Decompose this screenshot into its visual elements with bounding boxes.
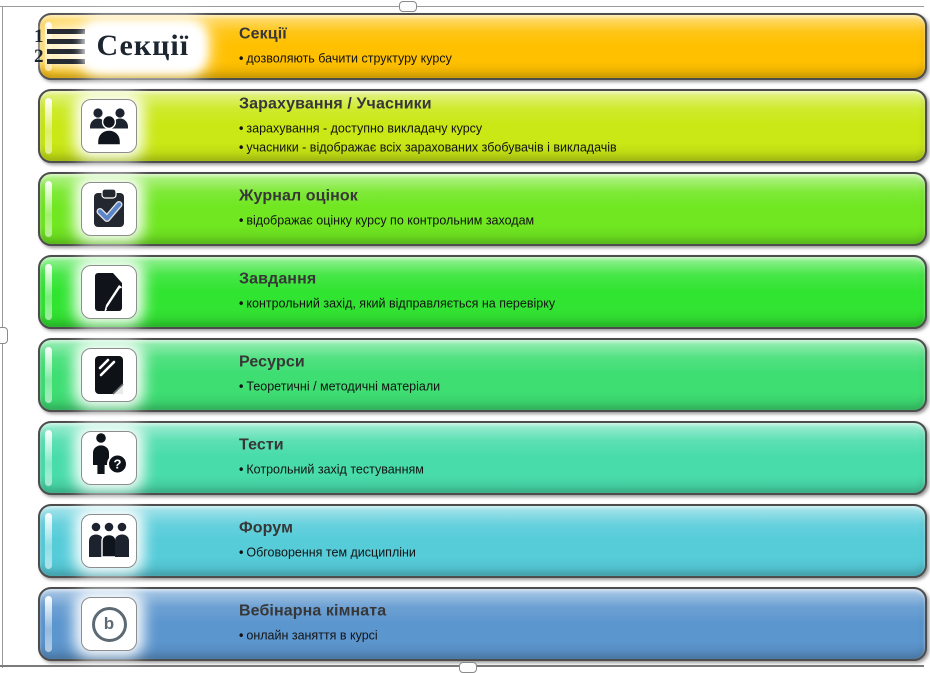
person-question-glyph: [86, 434, 132, 482]
icon-slot: [81, 99, 137, 153]
row-title: Журнал оцінок: [239, 187, 358, 205]
row-title: Форум: [239, 519, 294, 537]
row-bullet: • онлайн заняття в курсі: [239, 627, 915, 646]
document-pencil-glyph: [89, 270, 129, 314]
sections-wordmark-box: [87, 28, 200, 66]
selection-handle-top[interactable]: [399, 1, 417, 12]
row-enrolment-participants: [38, 89, 927, 163]
forum-people-glyph: [86, 521, 132, 561]
row-bullets: [239, 295, 915, 314]
row-title: Тести: [239, 436, 284, 454]
row-bullet: • контрольний захід, який відправляється на перевірку: [239, 295, 915, 314]
row-webinar-room: [38, 587, 927, 661]
clipboard-check-glyph: [87, 187, 131, 231]
selection-handle-bottom[interactable]: [459, 662, 477, 673]
row-title: Секції: [239, 25, 287, 43]
forum-people-icon: [81, 514, 137, 568]
row-text: [239, 437, 915, 480]
icon-slot: [81, 597, 137, 651]
row-text: [239, 95, 915, 157]
row-sections: [34, 13, 927, 80]
tablet-page-glyph: [89, 353, 129, 397]
row-title: Завдання: [239, 270, 317, 288]
person-question-icon: [81, 431, 137, 485]
document-pencil-icon: [81, 265, 137, 319]
icon-slot: [81, 182, 137, 236]
bigbluebutton-icon: [81, 597, 137, 651]
row-bullet: • Котрольний захід тестуванням: [239, 461, 915, 480]
smartart-list: [34, 13, 927, 661]
selection-frame-top: [0, 6, 924, 7]
row-text: [239, 188, 915, 231]
row-title: Зарахування / Учасники: [239, 95, 432, 113]
row-forum: [38, 504, 927, 578]
icon-slot: [81, 514, 137, 568]
row-title: Вебінарна кімната: [239, 602, 387, 620]
selection-handle-left[interactable]: [0, 327, 8, 344]
row-bullets: [239, 49, 915, 68]
bigbluebutton-circle: [92, 607, 127, 642]
row-bullet: • учасники - відображає всіх зарахованих збобувачів і викладачів: [239, 138, 915, 157]
row-bullet: • зарахування - доступно викладачу курсу: [239, 119, 915, 138]
row-bullets: [239, 119, 915, 157]
row-assignment: [38, 255, 927, 329]
row-resources: [38, 338, 927, 412]
row-bullet: • Обговорення тем дисципліни: [239, 544, 915, 563]
list-number: 1: [34, 26, 44, 47]
clipboard-check-icon: [81, 182, 137, 236]
row-text: [239, 25, 915, 68]
list-lines: [47, 29, 85, 44]
bigbluebutton-letter: b: [103, 614, 115, 633]
row-gradebook: [38, 172, 927, 246]
icon-slot: [81, 431, 137, 485]
icon-slot: [81, 265, 137, 319]
numbered-list-icon: [34, 26, 85, 67]
row-bullet: • Теоретичні / методичні матеріали: [239, 378, 915, 397]
row-text: [239, 354, 915, 397]
row-tests: [38, 421, 927, 495]
list-lines: [47, 49, 85, 64]
people-group-glyph: [87, 106, 131, 146]
row-text: [239, 603, 915, 646]
people-group-icon: [81, 99, 137, 153]
row-bullet: • дозволяють бачити структуру курсу: [239, 49, 915, 68]
row-text: [239, 271, 915, 314]
row-bullet: • відображає оцінку курсу по контрольним заходам: [239, 212, 915, 231]
row-bullets: [239, 212, 915, 231]
row-title: Ресурси: [239, 353, 305, 371]
row-bullets: [239, 544, 915, 563]
row-bullets: [239, 378, 915, 397]
tablet-page-icon: [81, 348, 137, 402]
row-text: [239, 520, 915, 563]
svg-text:?: ?: [113, 456, 122, 472]
sections-wordmark: Секції: [96, 28, 190, 62]
numbered-list-sections-icon: [34, 28, 199, 66]
icon-slot: [34, 28, 199, 66]
row-bullets: [239, 627, 915, 646]
list-number: 2: [34, 46, 44, 67]
icon-slot: [81, 348, 137, 402]
row-bullets: [239, 461, 915, 480]
